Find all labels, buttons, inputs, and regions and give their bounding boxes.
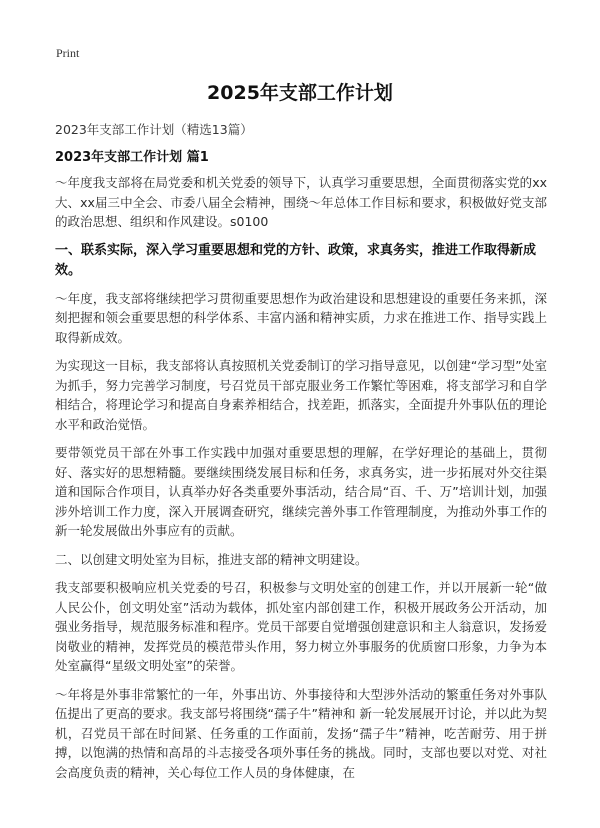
heading-two: 二、以创建文明处室为目标，推进支部的精神文明建设。 [55,551,368,567]
paragraph: ～年度，我支部将继续把学习贯彻重要思想作为政治建设和思想建设的重要任务来抓，深刻把握和领会重要思想的科学体系、丰富内涵和精神实质，力求在推进工作、指导实践上取得新成效。 [55,290,547,345]
section-title: 2023年支部工作计划 篇1 [55,150,209,165]
document-subtitle: 2023年支部工作计划（精选13篇） [55,122,253,137]
document-body [55,121,547,791]
paragraph: 为实现这一目标，我支部将认真按照机关党委制订的学习指导意见，以创建“学习型”处室为抓手，努力完善学习制度，号召党员干部克服业务工作繁忙等困难，将支部学习和自学相结合，将理论学习和提高自身素养相结合，找差距，抓落实，全面提升外事队伍的理论水平和政治觉悟。 [55,358,547,432]
print-link[interactable]: Print [56,46,80,60]
document-title: 2025年支部工作计划 [207,82,393,104]
paragraph-intro: ～年度我支部将在局党委和机关党委的领导下，认真学习重要思想，全面贯彻落实党的xx大、xx届三中全会、市委八届全会精神，围绕～年总体工作目标和要求，积极做好党支部的政治思想、组织和作风建设。s0100 [55,175,547,229]
heading-one: 一、联系实际，深入学习重要思想和党的方针、政策，求真务实，推进工作取得新成效。 [55,242,537,278]
paragraph: 我支部要积极响应机关党委的号召，积极参与文明处室的创建工作，并以开展新一轮“做人民公仆，创文明处室”活动为载体，抓处室内部创建工作，积极开展政务公开活动，加强业务指导，规范服务标准和程序。党员干部要自觉增强创建意识和主人翁意识，发扬爱岗敬业的精神，发挥党员的模范带头作用，努力树立外事服务的优质窗口形象，力争为本处室赢得“星级文明处室”的荣誉。 [55,580,547,673]
paragraph: 要带领党员干部在外事工作实践中加强对重要思想的理解，在学好理论的基础上，贯彻好、落实好的思想精髓。要继续围绕发展目标和任务，求真务实，进一步拓展对外交往渠道和国际合作项目，认真举办好各类重要外事活动，结合局“百、千、万”培训计划，加强涉外培训工作力度，深入开展调查研究，继续完善外事工作管理制度，为推动外事工作的新一轮发展做出外事应有的贡献。 [55,445,547,538]
paragraph: ～年将是外事非常繁忙的一年，外事出访、外事接待和大型涉外活动的繁重任务对外事队伍提出了更高的要求。我支部号将围绕“孺子牛”精神和 新一轮发展展开讨论，并以此为契机，召党员干部在时间紧、任务重的工作面前，发扬“孺子牛”精神，吃苦耐劳、用于拼搏，以饱满的热情和高昂的斗志接受各项外事任务的挑战。同时，支部也要以对党、对社会高度负责的精神，关心每位工作人员的身体健康，在 [55,686,547,780]
